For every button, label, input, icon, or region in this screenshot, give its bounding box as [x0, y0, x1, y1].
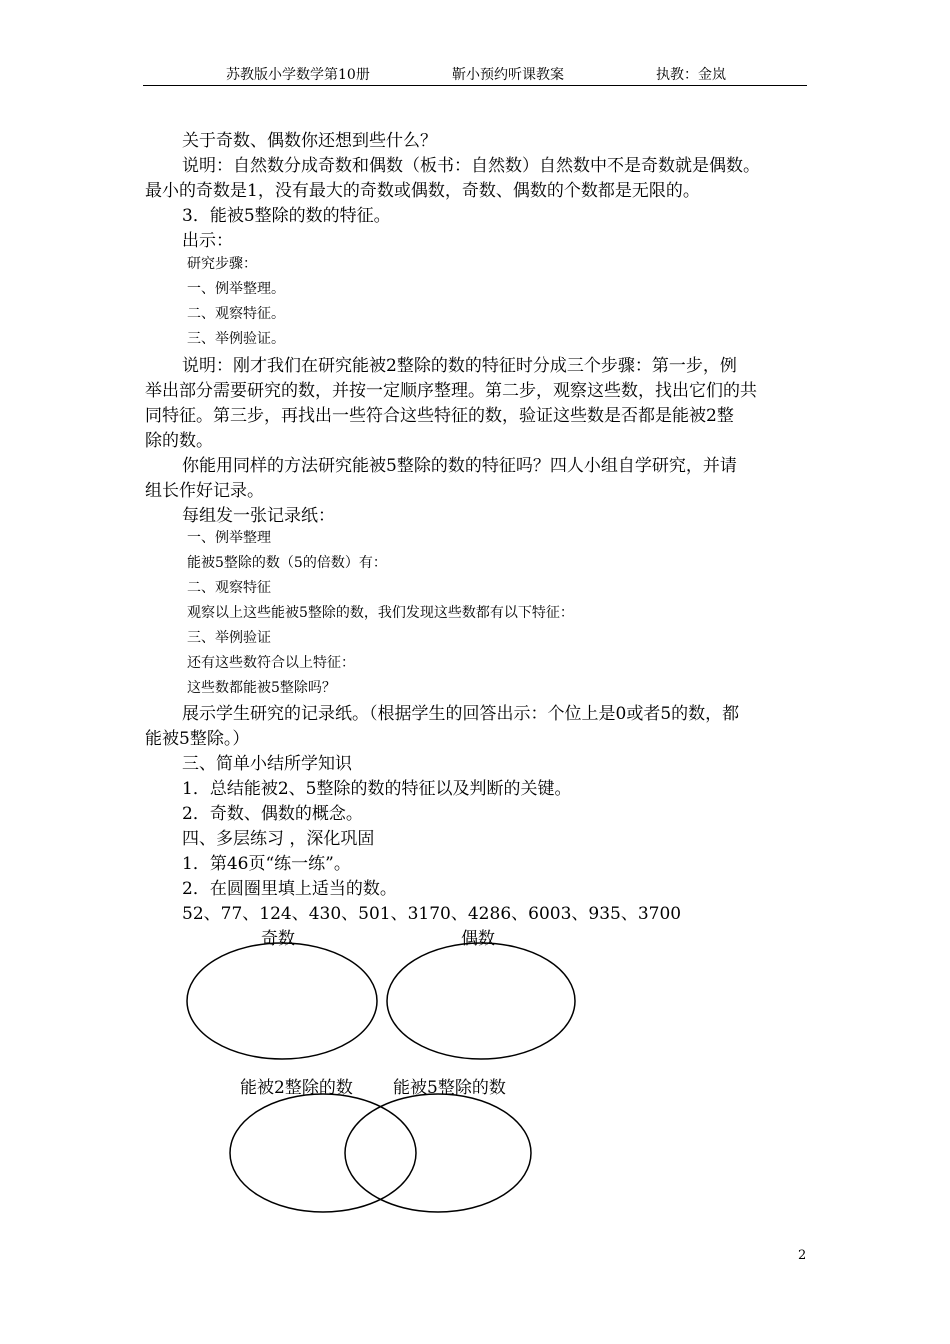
text-line: 最小的奇数是1，没有最大的奇数或偶数，奇数、偶数的个数都是无限的。 [145, 181, 700, 201]
divisible-by-5-label: 能被5整除的数 [393, 1078, 506, 1098]
text-line: 还有这些数符合以上特征： [187, 655, 355, 671]
text-line: 二、观察特征 [187, 580, 271, 596]
text-line: 同特征。第三步，再找出一些符合这些特征的数，验证这些数是否都是能被2整 [145, 406, 734, 426]
header-textbook: 苏教版小学数学第10册 [226, 67, 370, 83]
text-line: 1．总结能被2、5整除的数的特征以及判断的关键。 [182, 779, 572, 799]
text-line: 2．奇数、偶数的概念。 [182, 804, 363, 824]
text-line: 说明：自然数分成奇数和偶数（板书：自然数）自然数中不是奇数就是偶数。 [182, 156, 760, 176]
text-line: 一、例举整理。 [187, 281, 285, 297]
text-line: 观察以上这些能被5整除的数，我们发现这些数都有以下特征： [187, 605, 574, 621]
divisible-by-5-ellipse[interactable] [345, 1094, 531, 1212]
text-line: 三、举例验证 [187, 630, 271, 646]
text-line: 说明：刚才我们在研究能被2整除的数的特征时分成三个步骤：第一步，例 [182, 356, 737, 376]
text-line: 研究步骤： [187, 256, 257, 272]
text-line: 关于奇数、偶数你还想到些什么？ [182, 131, 437, 151]
text-line: 一、例举整理 [187, 530, 271, 546]
text-line: 1．第46页“练一练”。 [182, 854, 351, 874]
divisible-by-2-ellipse[interactable] [230, 1094, 416, 1212]
header-teacher: 执教：金岚 [656, 67, 726, 83]
text-line: 每组发一张记录纸： [182, 506, 335, 526]
text-line: 你能用同样的方法研究能被5整除的数的特征吗？四人小组自学研究，并请 [182, 456, 737, 476]
odd-numbers-label: 奇数 [261, 929, 295, 949]
text-line: 三、举例验证。 [187, 331, 285, 347]
section-heading: 四、多层练习 ，深化巩固 [182, 829, 375, 849]
text-line: 除的数。 [145, 431, 213, 451]
text-line: 展示学生研究的记录纸。（根据学生的回答出示：个位上是0或者5的数，都 [182, 704, 740, 724]
even-numbers-label: 偶数 [461, 929, 495, 949]
even-numbers-ellipse[interactable] [387, 943, 575, 1059]
text-line: 组长作好记录。 [145, 481, 264, 501]
text-line: 二、观察特征。 [187, 306, 285, 322]
page-number: 2 [798, 1248, 807, 1263]
divisible-by-2-label: 能被2整除的数 [240, 1078, 353, 1098]
text-line: 出示： [182, 231, 233, 251]
number-list: 52、77、124、430、501、3170、4286、6003、935、3700 [182, 904, 682, 924]
text-line: 举出部分需要研究的数，并按一定顺序整理。第二步，观察这些数，找出它们的共 [145, 381, 757, 401]
text-line: 2．在圆圈里填上适当的数。 [182, 879, 397, 899]
odd-numbers-ellipse[interactable] [187, 943, 377, 1059]
text-line: 能被5整除。） [145, 729, 250, 749]
header-title: 靳小预约听课教案 [452, 67, 564, 83]
text-line: 3．能被5整除的数的特征。 [182, 206, 391, 226]
section-heading: 三、简单小结所学知识 [182, 754, 352, 774]
header-divider [143, 85, 807, 86]
text-line: 这些数都能被5整除吗？ [187, 680, 336, 696]
text-line: 能被5整除的数（5的倍数）有： [187, 555, 387, 571]
